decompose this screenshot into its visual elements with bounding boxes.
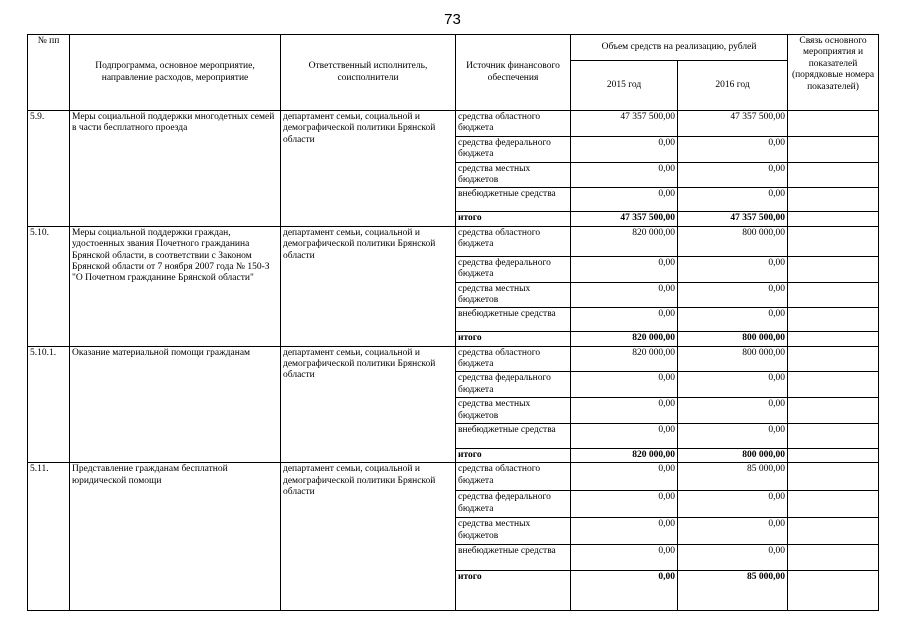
amount-2015: 0,00 bbox=[571, 571, 678, 611]
amount-2016: 47 357 500,00 bbox=[678, 212, 788, 226]
amount-2015: 0,00 bbox=[571, 162, 678, 188]
funding-source: средства местных бюджетов bbox=[456, 518, 571, 545]
header-num: № пп bbox=[28, 35, 70, 111]
indicator-link bbox=[788, 491, 879, 518]
amount-2016: 85 000,00 bbox=[678, 463, 788, 491]
amount-2015: 47 357 500,00 bbox=[571, 212, 678, 226]
amount-2015: 0,00 bbox=[571, 308, 678, 332]
executor: департамент семьи, социальной и демографической политики Брянской области bbox=[281, 226, 456, 346]
source-row bbox=[28, 226, 879, 256]
header-link: Связь основного мероприятия и показателей (порядковые номера показателей) bbox=[788, 35, 879, 111]
header-volume: Объем средств на реализацию, рублей bbox=[571, 35, 788, 61]
funding-source: средства областного бюджета bbox=[456, 111, 571, 137]
amount-2016: 0,00 bbox=[678, 545, 788, 571]
source-row bbox=[28, 111, 879, 137]
amount-2015: 820 000,00 bbox=[571, 226, 678, 256]
executor: департамент семьи, социальной и демографической политики Брянской области bbox=[281, 346, 456, 463]
amount-2016: 0,00 bbox=[678, 308, 788, 332]
budget-table bbox=[27, 34, 879, 611]
indicator-link bbox=[788, 346, 879, 372]
funding-source: внебюджетные средства bbox=[456, 424, 571, 449]
amount-2016: 0,00 bbox=[678, 136, 788, 162]
amount-2016: 800 000,00 bbox=[678, 226, 788, 256]
funding-source: внебюджетные средства bbox=[456, 308, 571, 332]
amount-2015: 820 000,00 bbox=[571, 346, 678, 372]
source-row bbox=[28, 463, 879, 491]
row-number: 5.11. bbox=[28, 463, 70, 611]
indicator-link bbox=[788, 449, 879, 463]
indicator-link bbox=[788, 212, 879, 226]
amount-2016: 800 000,00 bbox=[678, 332, 788, 346]
indicator-link bbox=[788, 398, 879, 424]
indicator-link bbox=[788, 256, 879, 282]
indicator-link bbox=[788, 111, 879, 137]
funding-source: средства местных бюджетов bbox=[456, 282, 571, 308]
header-year-2015: 2015 год bbox=[571, 61, 678, 111]
amount-2015: 0,00 bbox=[571, 372, 678, 398]
amount-2016: 800 000,00 bbox=[678, 449, 788, 463]
header-year-2016: 2016 год bbox=[678, 61, 788, 111]
amount-2015: 0,00 bbox=[571, 136, 678, 162]
source-row bbox=[28, 346, 879, 372]
funding-source: средства федерального бюджета bbox=[456, 136, 571, 162]
amount-2016: 85 000,00 bbox=[678, 571, 788, 611]
header-program: Подпрограмма, основное мероприятие, направление расходов, мероприятие bbox=[70, 35, 281, 111]
row-number: 5.9. bbox=[28, 111, 70, 227]
funding-source: средства федерального бюджета bbox=[456, 256, 571, 282]
indicator-link bbox=[788, 332, 879, 346]
page-number: 73 bbox=[444, 11, 461, 28]
row-number: 5.10. bbox=[28, 226, 70, 346]
amount-2015: 0,00 bbox=[571, 545, 678, 571]
measure-name: Меры социальной поддержки граждан, удостоенных звания Почетного гражданина Брянской области, в соответствии с Законом Брянской области от 7 ноября 2007 года № 150-З "О Почетном гражданине Брянской области" bbox=[70, 226, 281, 346]
amount-2016: 800 000,00 bbox=[678, 346, 788, 372]
funding-source: внебюджетные средства bbox=[456, 188, 571, 212]
measure-name: Меры социальной поддержки многодетных семей в части бесплатного проезда bbox=[70, 111, 281, 227]
source-total-label: итого bbox=[456, 571, 571, 611]
indicator-link bbox=[788, 188, 879, 212]
funding-source: средства областного бюджета bbox=[456, 463, 571, 491]
amount-2016: 0,00 bbox=[678, 188, 788, 212]
source-total-label: итого bbox=[456, 332, 571, 346]
amount-2015: 0,00 bbox=[571, 518, 678, 545]
funding-source: средства областного бюджета bbox=[456, 226, 571, 256]
funding-source: средства федерального бюджета bbox=[456, 491, 571, 518]
indicator-link bbox=[788, 424, 879, 449]
amount-2015: 0,00 bbox=[571, 463, 678, 491]
amount-2016: 0,00 bbox=[678, 162, 788, 188]
amount-2016: 47 357 500,00 bbox=[678, 111, 788, 137]
indicator-link bbox=[788, 372, 879, 398]
header-row bbox=[28, 35, 879, 61]
funding-source: средства местных бюджетов bbox=[456, 162, 571, 188]
indicator-link bbox=[788, 308, 879, 332]
indicator-link bbox=[788, 518, 879, 545]
funding-source: внебюджетные средства bbox=[456, 545, 571, 571]
source-total-label: итого bbox=[456, 449, 571, 463]
amount-2015: 820 000,00 bbox=[571, 332, 678, 346]
amount-2016: 0,00 bbox=[678, 518, 788, 545]
amount-2016: 0,00 bbox=[678, 491, 788, 518]
indicator-link bbox=[788, 282, 879, 308]
executor: департамент семьи, социальной и демографической политики Брянской области bbox=[281, 111, 456, 227]
amount-2015: 0,00 bbox=[571, 282, 678, 308]
amount-2016: 0,00 bbox=[678, 398, 788, 424]
executor: департамент семьи, социальной и демографической политики Брянской области bbox=[281, 463, 456, 611]
measure-name: Оказание материальной помощи гражданам bbox=[70, 346, 281, 463]
funding-source: средства областного бюджета bbox=[456, 346, 571, 372]
amount-2015: 0,00 bbox=[571, 256, 678, 282]
amount-2016: 0,00 bbox=[678, 282, 788, 308]
amount-2016: 0,00 bbox=[678, 424, 788, 449]
funding-source: средства местных бюджетов bbox=[456, 398, 571, 424]
indicator-link bbox=[788, 162, 879, 188]
indicator-link bbox=[788, 463, 879, 491]
indicator-link bbox=[788, 545, 879, 571]
row-number: 5.10.1. bbox=[28, 346, 70, 463]
amount-2015: 0,00 bbox=[571, 424, 678, 449]
amount-2015: 47 357 500,00 bbox=[571, 111, 678, 137]
indicator-link bbox=[788, 571, 879, 611]
source-total-label: итого bbox=[456, 212, 571, 226]
header-source: Источник финансового обеспечения bbox=[456, 35, 571, 111]
indicator-link bbox=[788, 226, 879, 256]
amount-2015: 820 000,00 bbox=[571, 449, 678, 463]
indicator-link bbox=[788, 136, 879, 162]
measure-name: Представление гражданам бесплатной юридической помощи bbox=[70, 463, 281, 611]
amount-2015: 0,00 bbox=[571, 398, 678, 424]
amount-2015: 0,00 bbox=[571, 491, 678, 518]
funding-source: средства федерального бюджета bbox=[456, 372, 571, 398]
amount-2016: 0,00 bbox=[678, 256, 788, 282]
header-executor: Ответственный исполнитель, соисполнители bbox=[281, 35, 456, 111]
amount-2016: 0,00 bbox=[678, 372, 788, 398]
amount-2015: 0,00 bbox=[571, 188, 678, 212]
